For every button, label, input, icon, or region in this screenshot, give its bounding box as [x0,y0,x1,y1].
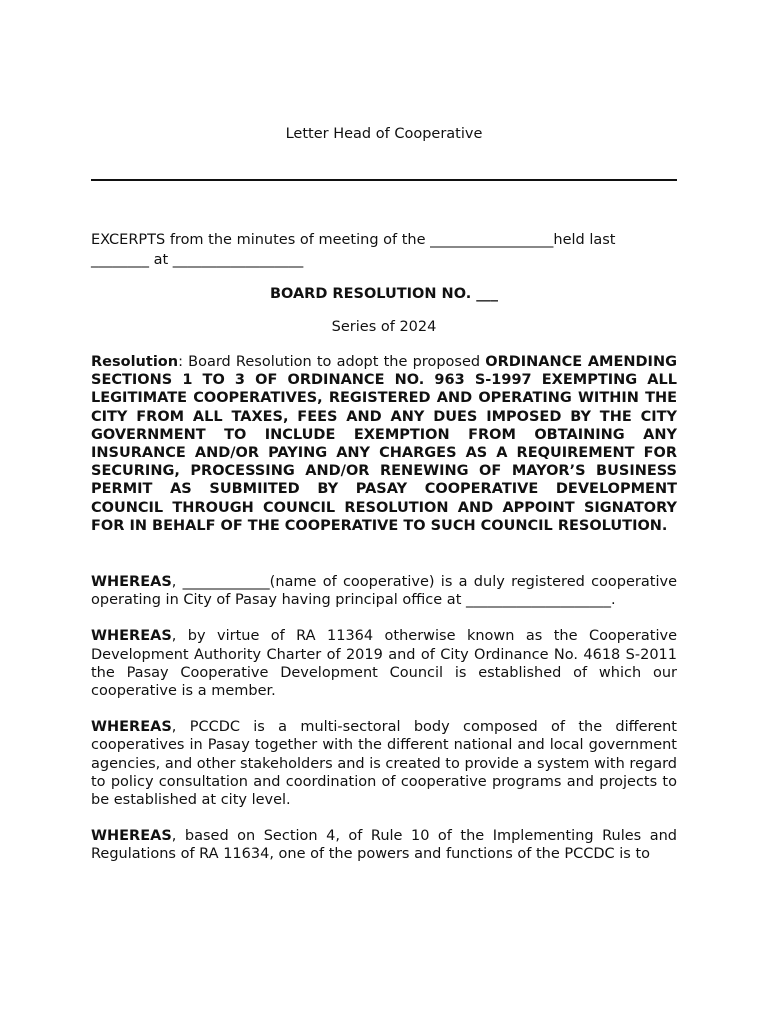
whereas-clause [91,573,677,609]
whereas-text: , ____________(name of cooperative) is a duly registered cooperative operating in City of Pasay having principal office at ____________________. [91,574,677,609]
excerpts-line-1: EXCERPTS from the minutes of meeting of the _________________held last [91,232,616,248]
resolution-ordinance-text: ORDINANCE AMENDING SECTIONS 1 TO 3 OF ORDINANCE NO. 963 S-1997 EXEMPTING ALL LEGITIMATE COOPERATIVES, REGISTERED AND OPERATING WITHIN THE CITY FROM ALL TAXES, FEES AND ANY DUES IMPOSED BY THE CITY GOVERNMENT TO INCLUDE EXEMPTION FROM OBTAINING ANY INSURANCE AND/OR PAYING ANY CHARGES AS A REQUIREMENT FOR SECURING, PROCESSING AND/OR RENEWING OF MAYOR’S BUSINESS PERMIT AS SUBMIITED BY PASAY COOPERATIVE DEVELOPMENT COUNCIL THROUGH COUNCIL RESOLUTION AND APPOINT SIGNATORY FOR IN BEHALF OF THE COOPERATIVE TO SUCH COUNCIL RESOLUTION. [91,354,677,534]
whereas-clause [91,827,677,863]
letterhead: Letter Head of Cooperative [285,126,483,142]
whereas-text: , PCCDC is a multi-sectoral body composed of the different cooperatives in Pasay together with the different national and local government agencies, and other stakeholders and is created to provide a system with regard to policy consultation and coordination of cooperative programs and projects to be established at city level. [91,719,677,809]
resolution-lead: : Board Resolution to adopt the proposed [178,354,486,370]
resolution-label: Resolution [91,354,179,370]
excerpts-line-2: ________ at __________________ [91,252,304,268]
whereas-clause [91,718,677,809]
whereas-keyword: WHEREAS [91,574,172,591]
board-resolution-title: BOARD RESOLUTION NO. ___ [269,286,499,302]
document-body [91,230,677,864]
excerpts-line [91,230,677,270]
resolution-paragraph [91,353,677,535]
whereas-keyword: WHEREAS [91,719,172,736]
letterhead-divider [91,179,677,181]
whereas-keyword: WHEREAS [91,628,172,645]
series-year: Series of 2024 [331,319,437,335]
whereas-text: , by virtue of RA 11364 otherwise known as the Cooperative Development Authority Charter of 2019 and of City Ordinance No. 4618 S-2011 the Pasay Cooperative Development Council is established of which our cooperative is a member. [91,628,677,700]
whereas-text: , based on Section 4, of Rule 10 of the Implementing Rules and Regulations of RA 11634, one of the powers and functions of the PCCDC is to [91,828,677,863]
whereas-clause [91,627,677,700]
whereas-keyword: WHEREAS [91,828,172,845]
